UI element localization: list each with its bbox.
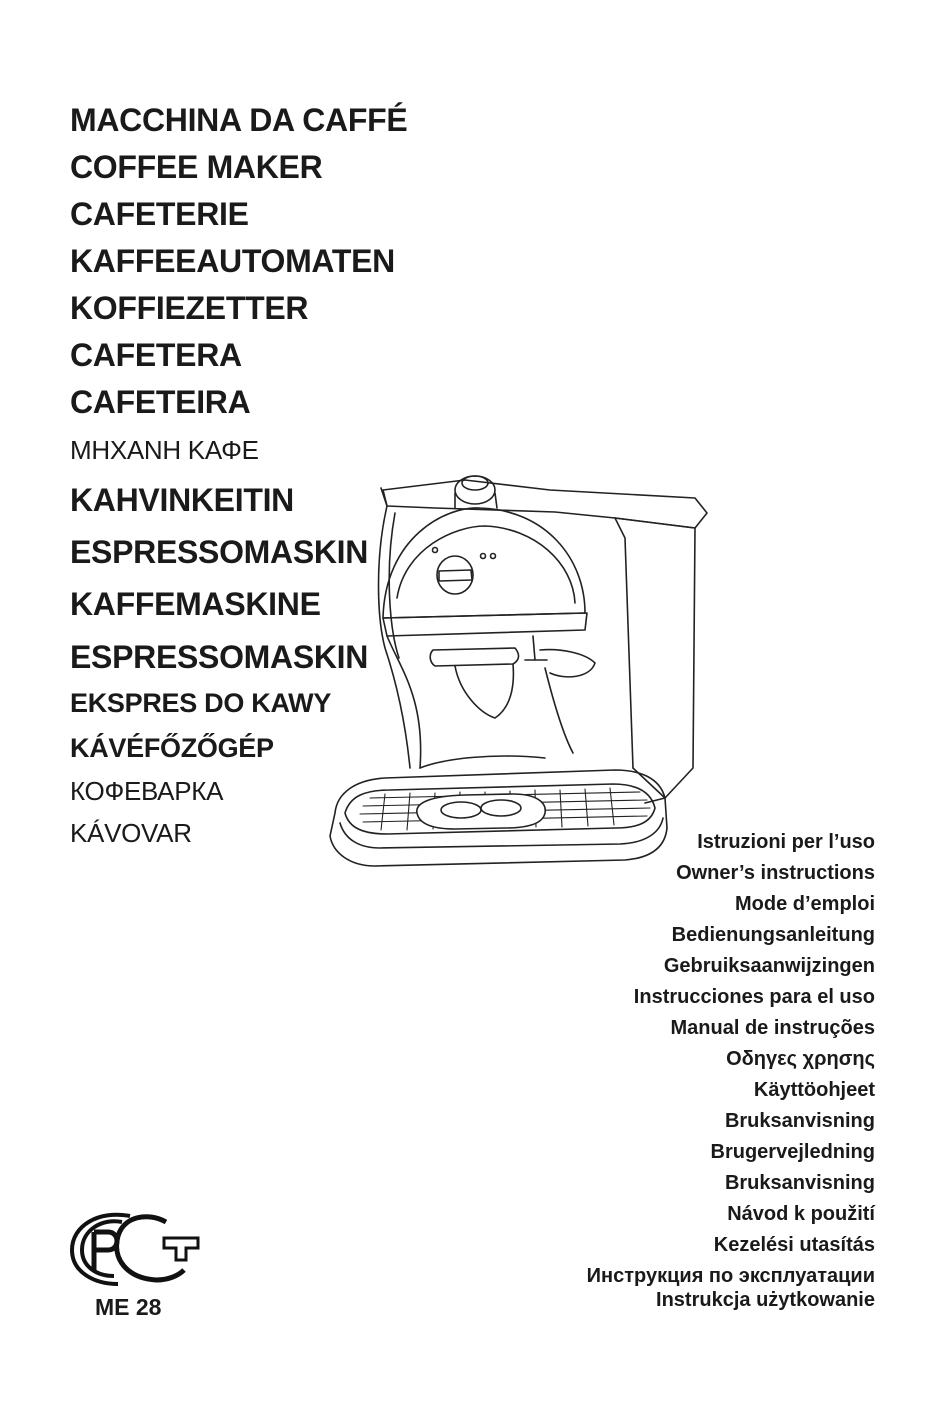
- title-czech: KÁVOVAR: [70, 818, 192, 848]
- instructions-greek: Οδηγες χρησης: [726, 1048, 875, 1070]
- title-spanish: CAFETERA: [70, 337, 242, 373]
- title-french: CAFETERIE: [70, 196, 249, 232]
- instructions-czech: Návod k použití: [727, 1203, 875, 1225]
- rst-certification-logo-icon: [68, 1208, 203, 1288]
- espresso-machine-drawing-icon: [315, 468, 715, 888]
- title-dutch: KOFFIEZETTER: [70, 290, 309, 326]
- instructions-italian: Istruzioni per l’uso: [697, 831, 875, 853]
- instructions-dutch: Gebruiksaanwijzingen: [663, 955, 875, 977]
- instructions-polish: Instrukcja użytkowanie: [656, 1289, 875, 1311]
- instructions-french: Mode d’emploi: [735, 893, 875, 915]
- title-danish: KAFFEMASKINE: [70, 586, 321, 622]
- title-italian: MACCHINA DA CAFFÉ: [70, 102, 408, 138]
- instructions-spanish: Instrucciones para el uso: [633, 986, 875, 1008]
- title-greek: ΜΗΧΑΝΗ ΚΑΦΕ: [70, 435, 259, 465]
- title-norwegian: ESPRESSOMASKIN: [70, 639, 369, 675]
- title-polish: EKSPRES DO KAWY: [70, 688, 332, 718]
- title-russian: КОФЕВАРКА: [70, 776, 224, 806]
- title-portuguese: CAFETEIRA: [70, 384, 251, 420]
- model-number: ME 28: [95, 1294, 162, 1320]
- title-finnish: KAHVINKEITIN: [70, 482, 294, 518]
- instructions-danish: Brugervejledning: [710, 1141, 875, 1163]
- instructions-german: Bedienungsanleitung: [671, 924, 875, 946]
- instructions-finnish: Käyttöohjeet: [753, 1079, 875, 1101]
- title-german: KAFFEEAUTOMATEN: [70, 243, 395, 279]
- instructions-hungarian: Kezelési utasítás: [713, 1234, 875, 1256]
- instructions-english: Owner’s instructions: [676, 862, 875, 884]
- instructions-norwegian: Bruksanvisning: [724, 1172, 875, 1194]
- instructions-russian: Инструкция по эксплуатации: [586, 1265, 875, 1287]
- title-hungarian: KÁVÉFŐZŐGÉP: [70, 733, 274, 763]
- instructions-swedish: Bruksanvisning: [724, 1110, 875, 1132]
- instructions-portuguese: Manual de instruções: [670, 1017, 875, 1039]
- title-swedish: ESPRESSOMASKIN: [70, 534, 369, 570]
- title-english: COFFEE MAKER: [70, 149, 323, 185]
